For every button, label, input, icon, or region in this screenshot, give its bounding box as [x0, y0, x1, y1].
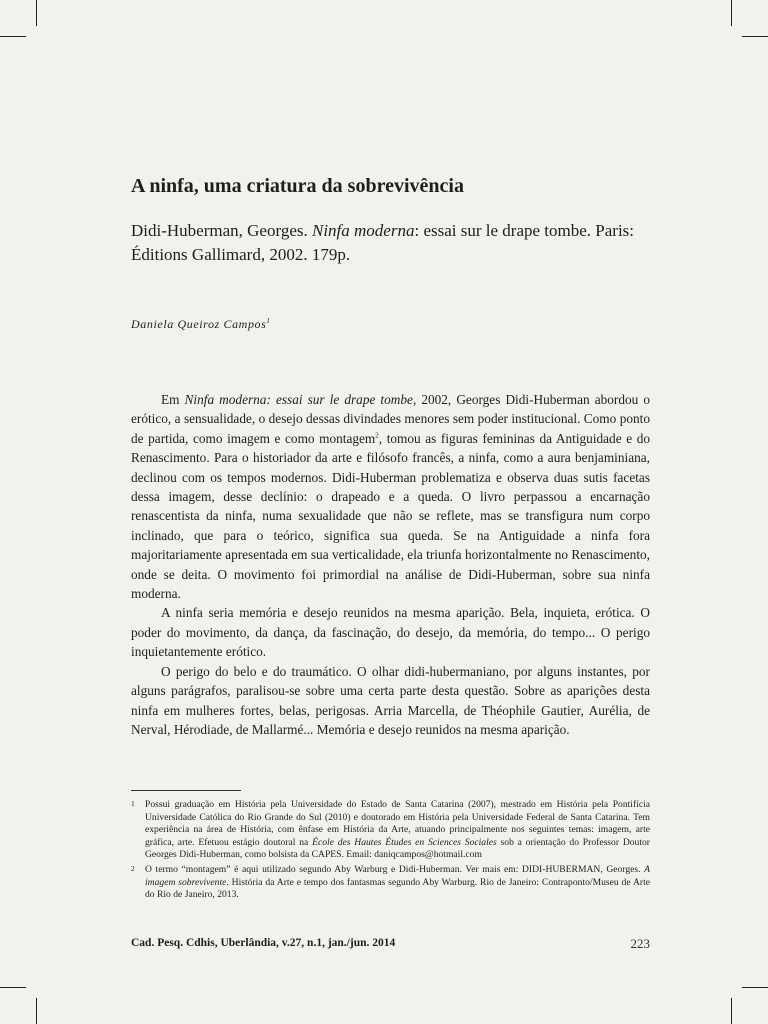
crop-mark-top-right	[742, 36, 768, 37]
review-body	[131, 390, 650, 739]
crop-mark-bottom-right	[742, 987, 768, 988]
crop-mark-top-left	[0, 36, 26, 37]
crop-mark-top-right	[731, 0, 732, 26]
p1-lead: Em	[161, 392, 185, 407]
footnote-rule	[131, 790, 241, 791]
footnote-marker-2: 2	[375, 431, 379, 440]
footnotes	[131, 799, 650, 904]
footnote-1-text-a: Possui graduação em História pela Universidade do Estado de Santa Catarina (2007), mestrado em História pela Pontifícia Universidade Católica do Rio Grande do Sul (2010) e doutorado em História pela Universidade Federal de Santa Catarina. Tem experiência na área de História, com ênfase em História da Arte, atuando principalmente nos seguintes temas: imagem, arte gráfica, arte. Efetuou estágio doutoral na	[145, 799, 650, 848]
crop-mark-bottom-right	[731, 998, 732, 1024]
footnote-2-number: 2	[131, 863, 135, 873]
footnote-1-number: 1	[131, 799, 135, 808]
reference-author-part: Didi-Huberman, Georges.	[131, 221, 312, 240]
p1-text-a: , 2002, Georges Didi-Huberman abordou o erótico, a sensualidade, o desejo dessas divindades menores sem poder institucional. Como ponto de partida, como imagem e como montagem	[131, 392, 651, 446]
journal-citation: Cad. Pesq. Cdhis, Uberlândia, v.27, n.1, jan./jun. 2014	[131, 937, 396, 949]
paragraph-1	[131, 390, 650, 603]
footnote-1	[131, 799, 650, 862]
paragraph-2: A ninfa seria memória e desejo reunidos na mesma aparição. Bela, inquieta, erótica. O poder do movimento, da dança, da fascinação, do desejo, da memória, do tempo... O perigo inquietantemente erótico.	[131, 605, 650, 660]
footnote-2-text-b: . História da Arte e tempo dos fantasmas segundo Aby Warburg. Rio de Janeiro: Contraponto/Museu de Arte do Rio de Janeiro, 2013.	[145, 876, 650, 901]
author-name: Daniela Queiroz Campos	[131, 317, 267, 331]
footnote-1-institution: École des Hautes Études en Sciences Sociales	[312, 836, 497, 848]
review-title: A ninfa, uma criatura da sobrevivência	[131, 175, 464, 197]
page-number: 223	[630, 936, 650, 951]
author-footnote-marker: 1	[266, 317, 271, 325]
footnote-2	[131, 864, 650, 902]
p1-book-title: Ninfa moderna: essai sur le drape tombe	[184, 392, 413, 407]
footnote-2-book-title: A imagem sobrevivente	[145, 863, 650, 888]
review-author	[131, 317, 531, 332]
paragraph-3: O perigo do belo e do traumático. O olhar didi-hubermaniano, por alguns instantes, por alguns parágrafos, paralisou-se sobre uma certa parte desta questão. Sobre as aparições desta ninfa em mulheres fortes, belas, perigosas. Arria Marcella, de Théophile Gautier, Aurélia, de Nerval, Hérodiade, de Mallarmé... Memória e desejo reunidos na mesma aparição.	[131, 663, 650, 737]
footnote-2-text-a: O termo “montagem” é aqui utilizado segundo Aby Warburg e Didi-Huberman. Ver mais em: DIDI-HUBERMAN, Georges.	[145, 863, 645, 875]
crop-mark-bottom-left	[36, 998, 37, 1024]
reference-publication-part: : essai sur le drape tombe. Paris: Éditions Gallimard, 2002. 179p.	[131, 221, 634, 264]
book-reference	[131, 219, 651, 267]
footnote-1-text-b: sob a orientação do Professor Doutor Georges Didi-Huberman, como bolsista da CAPES. Email: daniqcampos@hotmail.com	[145, 836, 650, 861]
crop-mark-bottom-left	[0, 987, 26, 988]
p1-text-b: , tomou as figuras femininas da Antiguidade e do Renascimento. Para o historiador da arte e filósofo francês, a ninfa, como a aura benjaminiana, declinou com os tempos modernos. Didi-Huberman problematiza e observa duas sutis facetas dessa imagem, desse declínio: o drapeado e a queda. O livro perpassou a encarnação renascentista da ninfa, numa sexualidade que não se reflete, mas se transfigura num corpo inclinado, que para o teórico, significa sua queda. Se na Antiguidade a ninfa fora majoritariamente apresentada em sua verticalidade, ela triunfa horizontalmente no Renascimento, onde se deita. O movimento foi primordial na análise de Didi-Huberman, sobre sua ninfa moderna.	[131, 430, 650, 602]
crop-mark-top-left	[36, 0, 37, 26]
reference-book-title: Ninfa moderna	[311, 221, 415, 240]
